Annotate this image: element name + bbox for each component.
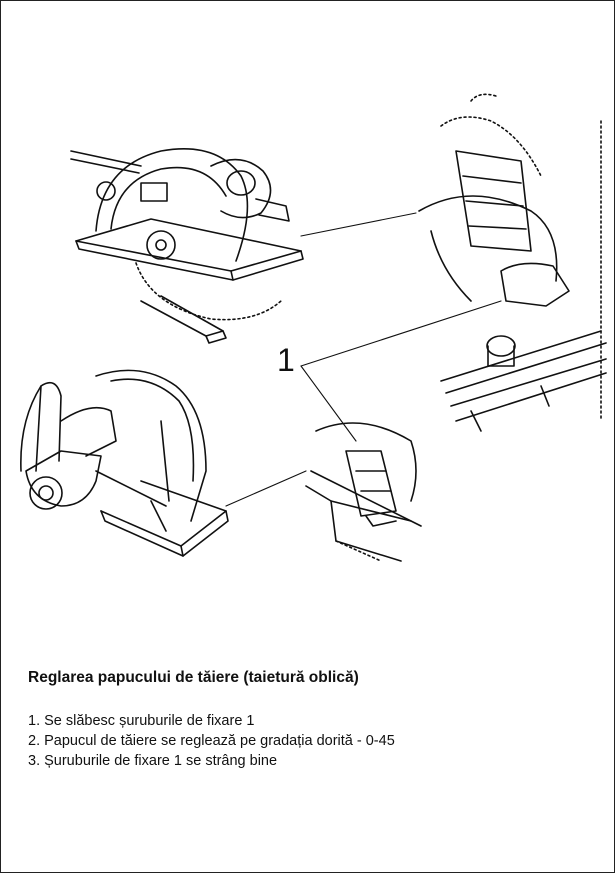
saw-bottom-view [21, 370, 306, 556]
bevel-scale-detail [419, 94, 606, 431]
instruction-step: 2. Papucul de tăiere se reglează pe gradația dorită - 0-45 [28, 733, 395, 749]
instruction-step: 3. Șuruburile de fixare 1 se strâng bine [28, 753, 278, 769]
bevel-lock-detail [306, 423, 421, 561]
callout-number: 1 [277, 342, 295, 378]
instruction-list [28, 711, 395, 771]
instruction-step: 1. Se slăbesc șuruburile de fixare 1 [28, 713, 255, 729]
saw-top-view [71, 149, 416, 343]
section-heading: Reglarea papucului de tăiere (taietură oblică) [28, 669, 359, 686]
circular-saw-illustration [1, 1, 614, 601]
